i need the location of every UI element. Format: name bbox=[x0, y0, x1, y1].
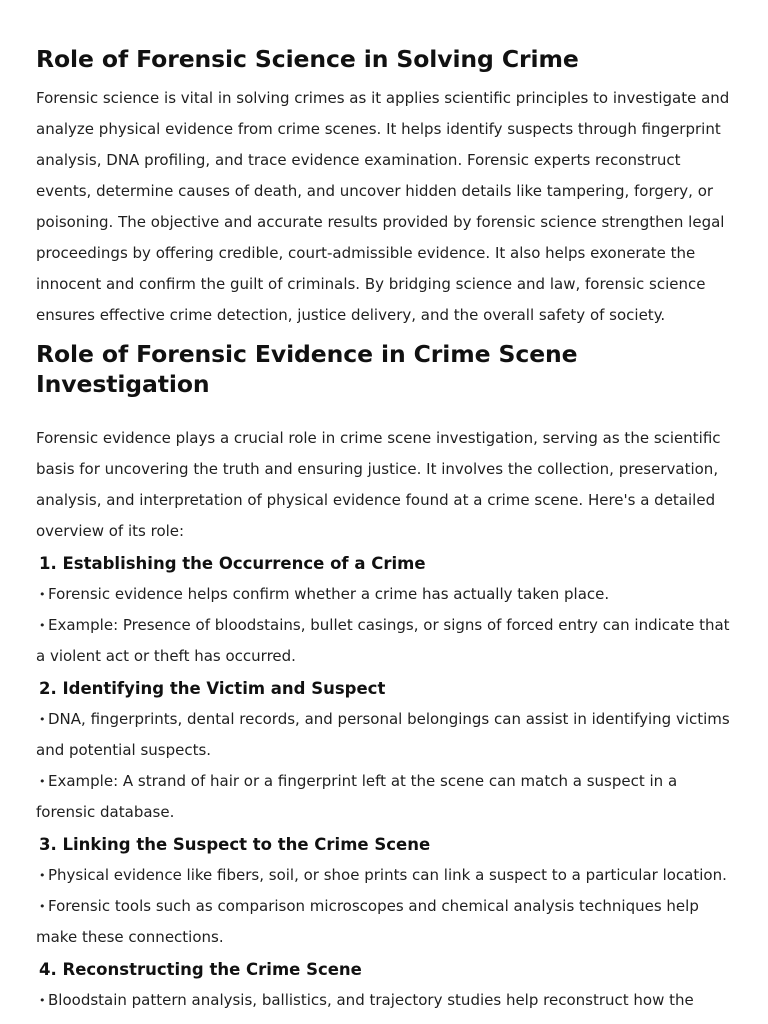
bullet-item bbox=[36, 704, 734, 766]
subsection-heading-2: 2. Identifying the Victim and Suspect bbox=[39, 679, 386, 698]
bullet-glyph: • bbox=[39, 588, 46, 601]
subsection-heading-1: 1. Establishing the Occurrence of a Crime bbox=[39, 554, 426, 573]
forensic-science-paragraph: Forensic science is vital in solving crimes as it applies scientific principles to investigate and analyze physical evidence from crime scenes. It helps identify suspects through fingerprint analysis, DNA profiling, and trace evidence examination. Forensic experts reconstruct events, determine causes of death, and uncover hidden details like tampering, forgery, or poisoning. The objective and accurate results provided by forensic science strengthen legal proceedings by offering credible, court-admissible evidence. It also helps exonerate the innocent and confirm the guilt of criminals. By bridging science and law, forensic science ensures effective crime detection, justice delivery, and the overall safety of society. bbox=[36, 89, 730, 324]
bullet-text: Example: Presence of bloodstains, bullet casings, or signs of forced entry can indicate that a violent act or theft has occurred. bbox=[36, 616, 730, 665]
bullet-glyph: • bbox=[39, 900, 46, 913]
bullet-text: Example: A strand of hair or a fingerprint left at the scene can match a suspect in a forensic database. bbox=[36, 772, 678, 821]
section-title-forensic-evidence: Role of Forensic Evidence in Crime Scene Investigation bbox=[36, 340, 578, 398]
forensic-evidence-intro: Forensic evidence plays a crucial role in crime scene investigation, serving as the scientific basis for uncovering the truth and ensuring justice. It involves the collection, preservation, analysis, and interpretation of physical evidence found at a crime scene. Here's a detailed overview of its role: bbox=[36, 429, 721, 540]
subsection-heading-4: 4. Reconstructing the Crime Scene bbox=[39, 960, 362, 979]
bullet-item bbox=[36, 985, 734, 1016]
bullet-item bbox=[36, 579, 734, 610]
bullet-text: Forensic evidence helps confirm whether a crime has actually taken place. bbox=[48, 585, 610, 603]
bullet-item bbox=[36, 766, 734, 828]
subsection-heading-3: 3. Linking the Suspect to the Crime Scene bbox=[39, 835, 431, 854]
bullet-glyph: • bbox=[39, 619, 46, 632]
bullet-glyph: • bbox=[39, 994, 46, 1007]
bullet-item bbox=[33, 610, 734, 672]
bullet-item bbox=[36, 860, 734, 891]
bullet-text: Bloodstain pattern analysis, ballistics, and trajectory studies help reconstruct how the bbox=[48, 991, 694, 1009]
section-title-forensic-science: Role of Forensic Science in Solving Crime bbox=[36, 45, 579, 73]
bullet-glyph: • bbox=[39, 775, 46, 788]
bullet-glyph: • bbox=[39, 713, 46, 726]
bullet-glyph: • bbox=[39, 869, 46, 882]
bullet-text: Forensic tools such as comparison microscopes and chemical analysis techniques help make these connections. bbox=[36, 897, 699, 946]
bullet-text: Physical evidence like fibers, soil, or shoe prints can link a suspect to a particular location. bbox=[48, 866, 727, 884]
bullet-text: DNA, fingerprints, dental records, and personal belongings can assist in identifying victims and potential suspects. bbox=[36, 710, 730, 759]
bullet-item bbox=[36, 891, 734, 953]
